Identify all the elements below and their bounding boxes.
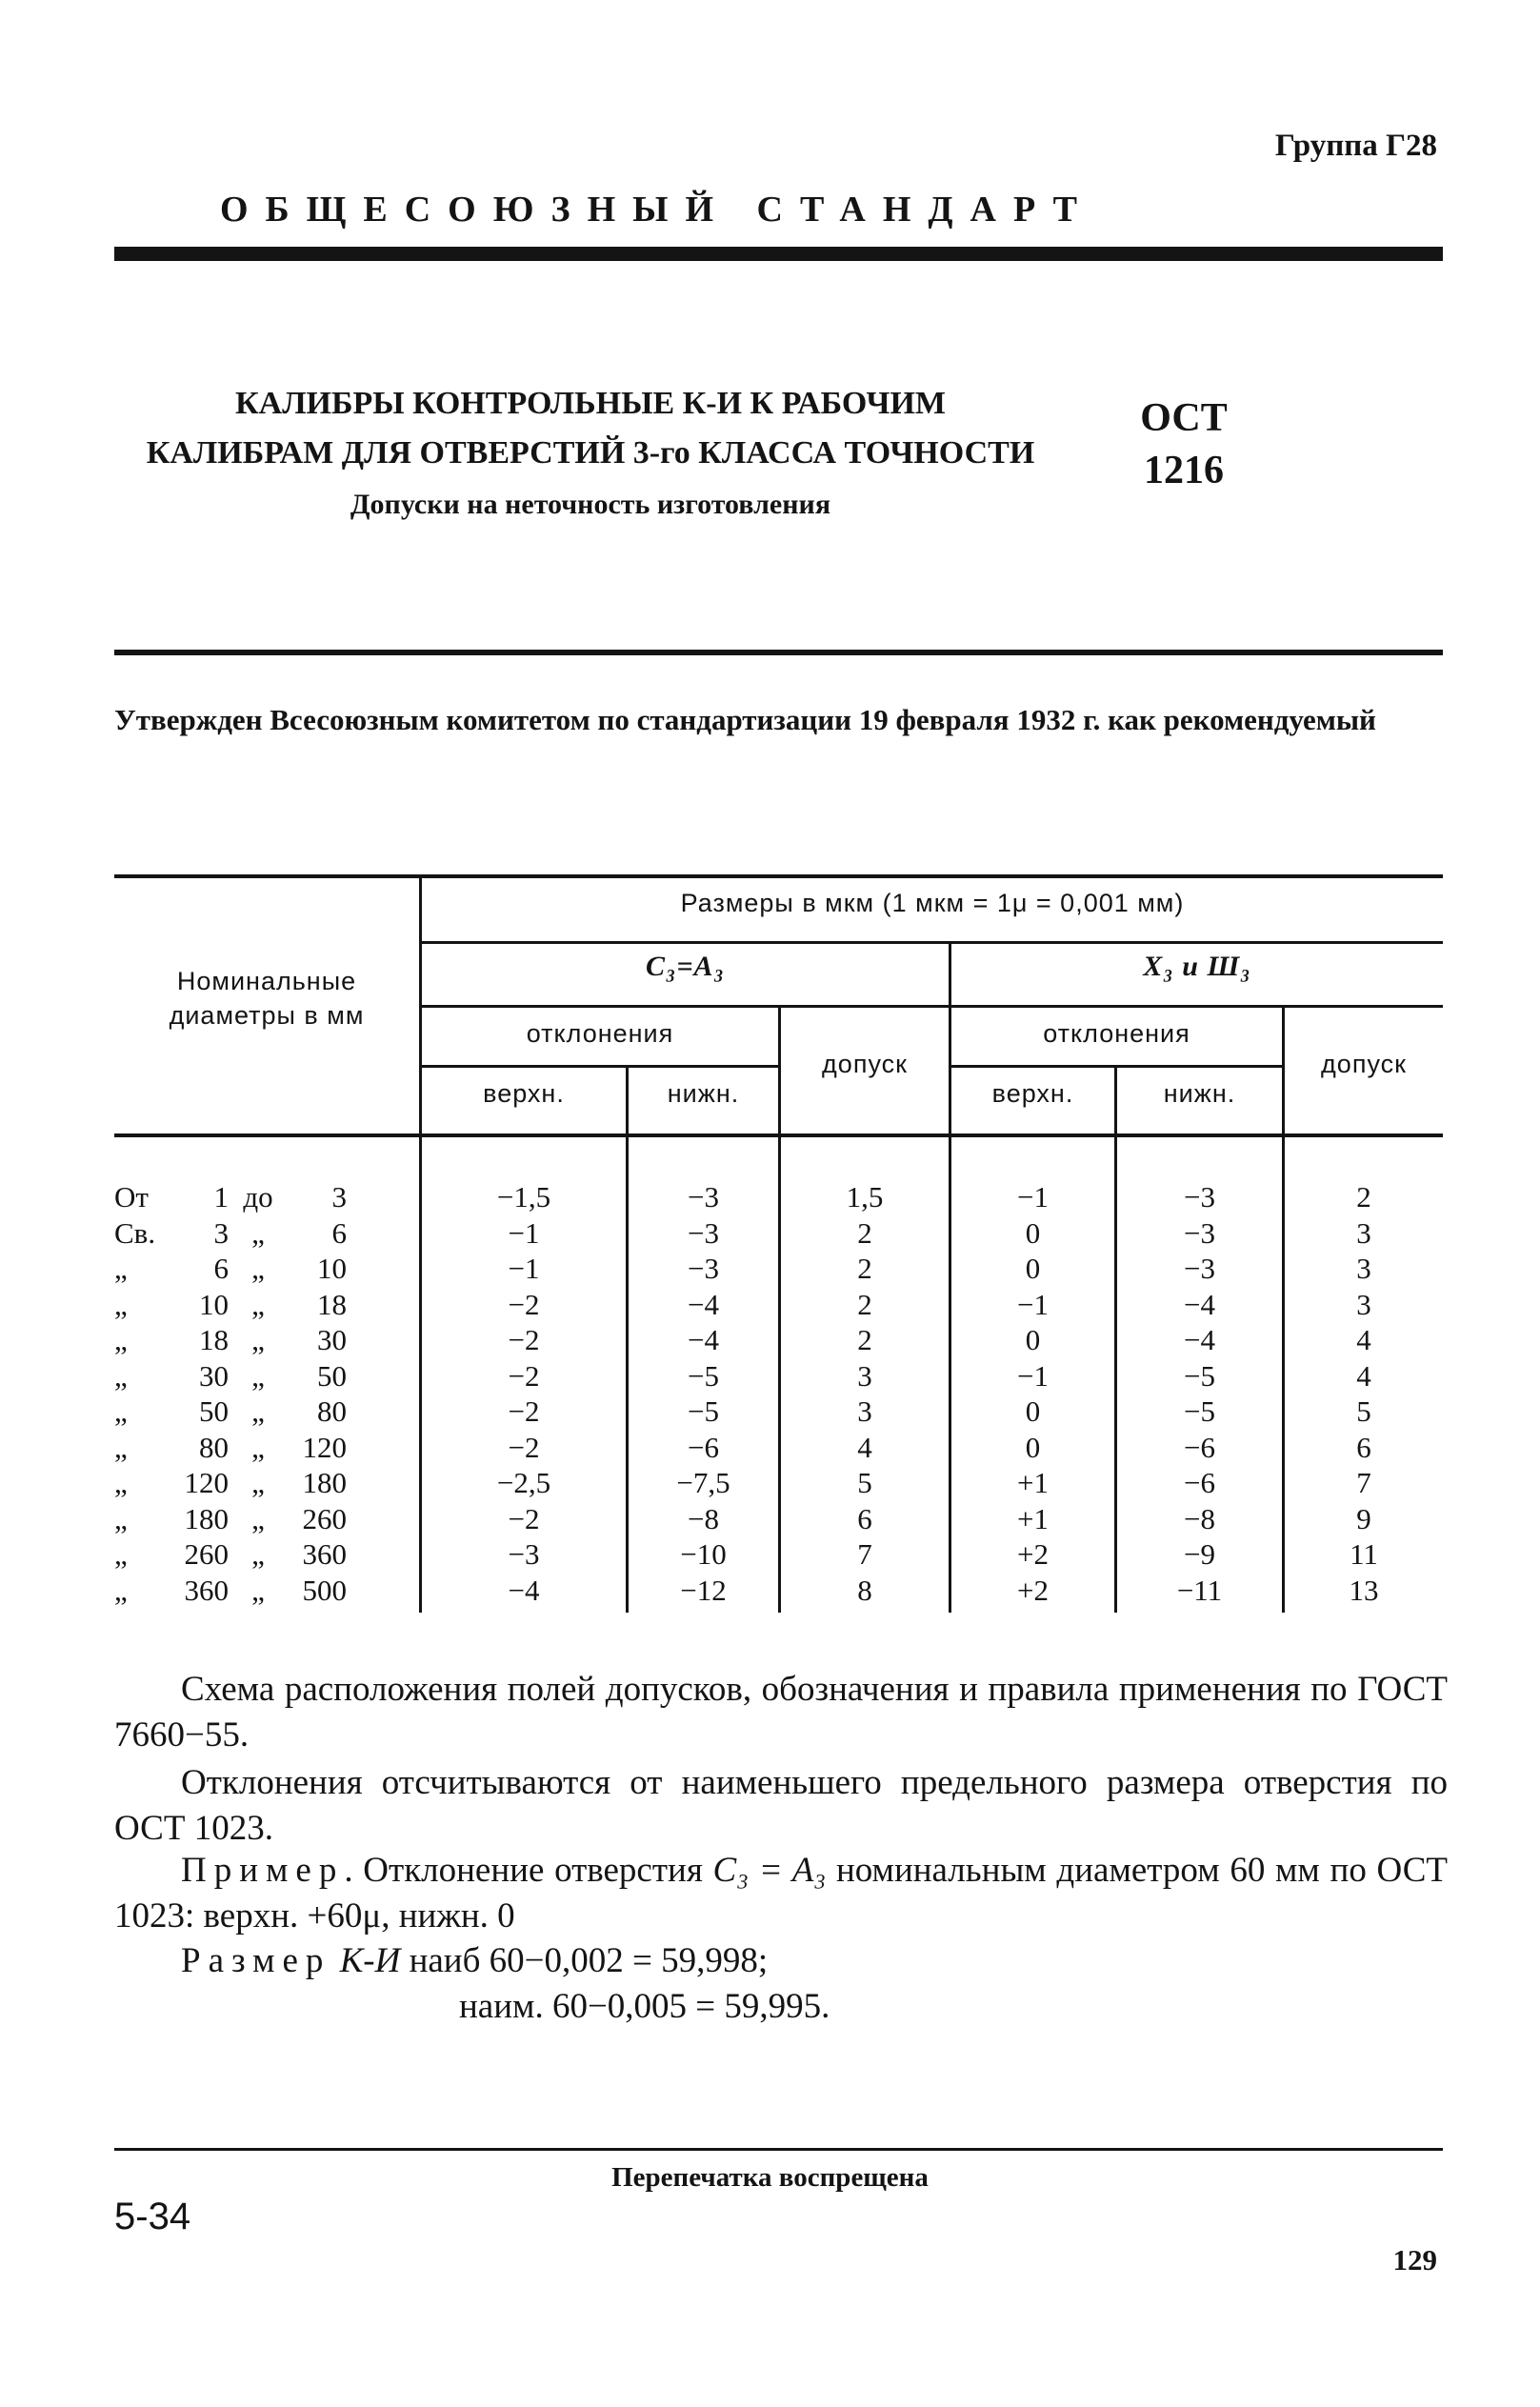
table-row-label [114,1501,417,1537]
table-cell: +2 [1017,1573,1049,1607]
example-text-b: номинальным диаметром 60 мм по ОСТ 1023: верхн. +60μ, нижн. 0 [114,1851,1448,1936]
size-lead: Размер [181,1941,331,1980]
example-symbol: C₃ = A₃ [712,1851,827,1890]
range-from: 180 [184,1501,229,1535]
table-cell: −4 [688,1287,719,1321]
print-code: 5-34 [114,2196,191,2237]
header-tolerance-c: допуск [822,1050,908,1078]
header-upper-x: верхн. [991,1079,1074,1108]
range-to: 3 [331,1180,347,1214]
table-cell: −1 [1017,1358,1049,1393]
column-c-tolerance [781,1179,949,1608]
table-cell: −2 [508,1358,540,1393]
range-sep: „ [251,1394,265,1428]
range-sep: „ [251,1287,265,1321]
ost-number: 1216 [1144,449,1224,492]
range-from: 260 [184,1537,229,1571]
document-title [114,379,1067,478]
table-row-label [114,1251,417,1287]
table-cell: 0 [1025,1430,1041,1464]
table-cell: −1 [508,1252,540,1285]
header-lower-x: нижн. [1163,1079,1236,1108]
table-cell: 4 [857,1430,872,1464]
table-cell: 0 [1025,1252,1041,1285]
table-row-label [114,1179,417,1215]
table-rule [420,1005,1443,1008]
table-cell: 0 [1025,1394,1041,1428]
title-line-1: КАЛИБРЫ КОНТРОЛЬНЫЕ К-И К РАБОЧИМ [234,386,947,421]
example-text-a: . Отклонение отверстия [344,1851,713,1890]
table-cell: −5 [688,1358,719,1393]
group-code: Группа Г28 [1274,129,1437,163]
size-max-text: наиб 60−0,002 = 59,998; [400,1941,769,1980]
table-cell: −7,5 [676,1466,730,1499]
table-cell: −3 [1184,1252,1215,1285]
range-pre: „ [114,1573,128,1607]
column-x-lower [1117,1179,1282,1608]
range-to: 260 [302,1501,347,1535]
table-cell: −8 [1184,1501,1215,1535]
table-cell: −1 [1017,1287,1049,1321]
table-cell: 2 [857,1252,872,1285]
table-cell: −5 [1184,1358,1215,1393]
table-cell: 1,5 [846,1180,884,1214]
note-deviations: Отклонения отсчитываются от наименьшего предельного размера отверстия по ОСТ 1023. [114,1763,1448,1848]
table-cell: 2 [857,1215,872,1250]
range-pre: Св. [114,1215,156,1250]
range-pre: „ [114,1358,128,1393]
header-lower-c: нижн. [667,1079,740,1108]
range-pre: „ [114,1394,128,1428]
table-cell: −2,5 [496,1466,551,1499]
ost-label: ОСТ [1140,396,1228,440]
table-row-label [114,1358,417,1394]
header-deviations-c: отклонения [526,1019,674,1048]
table-cell: −4 [688,1323,719,1356]
note-example [114,1848,1448,1939]
range-from: 360 [184,1573,229,1607]
size-symbol: К-И [339,1941,401,1980]
table-cell: −1 [508,1215,540,1250]
table-cell: 8 [857,1573,872,1607]
range-sep: „ [251,1501,265,1535]
table-cell: −3 [508,1537,540,1571]
table-cell: 5 [857,1466,872,1499]
range-sep: „ [251,1573,265,1607]
table-row-label [114,1430,417,1466]
header-group-c3-a3: C₃=A₃ [645,951,726,982]
table-cell: 5 [1356,1394,1371,1428]
range-from: 80 [199,1430,229,1464]
table-cell: −2 [508,1287,540,1321]
range-pre: „ [114,1537,128,1571]
range-to: 50 [317,1358,347,1393]
table-cell: −2 [508,1501,540,1535]
approval-note: Утвержден Всесоюзным комитетом по стандартизации 19 февраля 1932 г. как рекомендуемый [114,703,1376,736]
header-tolerance-x: допуск [1321,1050,1407,1078]
table-cell: −3 [688,1252,719,1285]
range-pre: От [114,1180,149,1214]
table-cell: +1 [1017,1466,1049,1499]
table-row-label [114,1394,417,1430]
table-rule [420,941,1443,944]
note-size-max [181,1938,1448,1984]
table-cell: 2 [857,1287,872,1321]
range-sep: „ [251,1537,265,1571]
table-cell: 3 [857,1394,872,1428]
footer-rule [114,2148,1443,2151]
range-to: 500 [302,1573,347,1607]
header-group-x3-sh3: X₃ и Ш₃ [1143,951,1251,982]
table-cell: −2 [508,1394,540,1428]
header-deviations-x: отклонения [1043,1019,1190,1048]
table-row-label [114,1215,417,1252]
column-x-tolerance [1285,1179,1443,1608]
table-cell: 6 [857,1501,872,1535]
table-cell: −1 [1017,1180,1049,1214]
table-cell: 0 [1025,1323,1041,1356]
table-row-label [114,1536,417,1573]
column-c-upper [422,1179,626,1608]
table-cell: −8 [688,1501,719,1535]
table-row-label [114,1322,417,1358]
range-pre: „ [114,1252,128,1285]
table-cell: +1 [1017,1501,1049,1535]
header-rule [114,247,1443,261]
table-cell: −9 [1184,1537,1215,1571]
table-row-label [114,1287,417,1323]
range-sep: „ [251,1252,265,1285]
range-from: 50 [199,1394,229,1428]
table-row-label [114,1573,417,1609]
table-cell: 4 [1356,1358,1371,1393]
range-pre: „ [114,1323,128,1356]
range-from: 10 [199,1287,229,1321]
table-cell: −3 [688,1215,719,1250]
range-sep: „ [251,1430,265,1464]
document-subtitle: Допуски на неточность изготовления [350,489,831,520]
title-rule [114,650,1443,655]
range-to: 18 [317,1287,347,1321]
table-cell: 9 [1356,1501,1371,1535]
table-cell: −1,5 [496,1180,551,1214]
table-cell: 3 [1356,1287,1371,1321]
range-from: 1 [213,1180,229,1214]
range-from: 3 [213,1215,229,1250]
table-cell: +2 [1017,1537,1049,1571]
table-cell: 2 [857,1323,872,1356]
page-number: 129 [1392,2243,1437,2277]
table-cell: −10 [680,1537,727,1571]
table-rule [420,1065,779,1068]
example-lead: Пример [181,1851,345,1890]
range-sep: „ [251,1358,265,1393]
table-cell: −5 [688,1394,719,1428]
range-to: 6 [331,1215,347,1250]
range-sep: „ [251,1215,265,1250]
table-cell: −4 [1184,1323,1215,1356]
table-cell: −4 [508,1573,540,1607]
table-cell: −6 [688,1430,719,1464]
range-to: 10 [317,1252,347,1285]
table-row-label [114,1465,417,1501]
table-cell: 7 [1356,1466,1371,1499]
table-cell: 3 [1356,1215,1371,1250]
range-to: 120 [302,1430,347,1464]
header-nominal-diameters: Номинальные диаметры в мм [169,967,365,1030]
column-x-upper [951,1179,1114,1608]
standard-heading: ОБЩЕСОЮЗНЫЙ СТАНДАРТ [219,190,1095,230]
range-pre: „ [114,1501,128,1535]
header-upper-c: верхн. [483,1079,565,1108]
table-cell: 3 [857,1358,872,1393]
range-to: 360 [302,1537,347,1571]
table-cell: 13 [1349,1573,1379,1607]
title-line-2: КАЛИБРАМ ДЛЯ ОТВЕРСТИЙ 3-го КЛАССА ТОЧНОСТИ [146,435,1035,471]
note-size-min: наим. 60−0,005 = 59,995. [459,1987,830,2026]
range-from: 30 [199,1358,229,1393]
column-nominal-diameters [114,1179,417,1608]
range-from: 120 [184,1466,229,1499]
table-cell: −6 [1184,1466,1215,1499]
table-cell: −4 [1184,1287,1215,1321]
table-cell: −3 [1184,1215,1215,1250]
table-cell: 11 [1350,1537,1378,1571]
range-from: 18 [199,1323,229,1356]
table-cell: −3 [688,1180,719,1214]
range-from: 6 [213,1252,229,1285]
table-cell: −12 [680,1573,727,1607]
table-cell: −6 [1184,1430,1215,1464]
table-cell: −3 [1184,1180,1215,1214]
table-cell: 7 [857,1537,872,1571]
range-sep: до [243,1180,273,1214]
no-reprint-notice: Перепечатка воспрещена [611,2162,929,2193]
header-sizes: Размеры в мкм (1 мкм = 1μ = 0,001 мм) [680,889,1185,917]
table-cell: −2 [508,1430,540,1464]
column-c-lower [629,1179,778,1608]
table-cell: −5 [1184,1394,1215,1428]
table-cell: −11 [1176,1573,1223,1607]
table-top-rule [114,874,1443,878]
range-to: 180 [302,1466,347,1499]
range-to: 30 [317,1323,347,1356]
table-cell: 0 [1025,1215,1041,1250]
table-cell: −2 [508,1323,540,1356]
range-sep: „ [251,1466,265,1499]
table-cell: 3 [1356,1252,1371,1285]
table-cell: 6 [1356,1430,1371,1464]
range-to: 80 [317,1394,347,1428]
table-cell: 2 [1356,1180,1371,1214]
range-pre: „ [114,1466,128,1499]
range-sep: „ [251,1323,265,1356]
note-scheme: Схема расположения полей допусков, обозначения и правила применения по ГОСТ 7660−55. [114,1670,1448,1755]
table-cell: 4 [1356,1323,1371,1356]
range-pre: „ [114,1430,128,1464]
ost-designation [1112,392,1255,497]
range-pre: „ [114,1287,128,1321]
